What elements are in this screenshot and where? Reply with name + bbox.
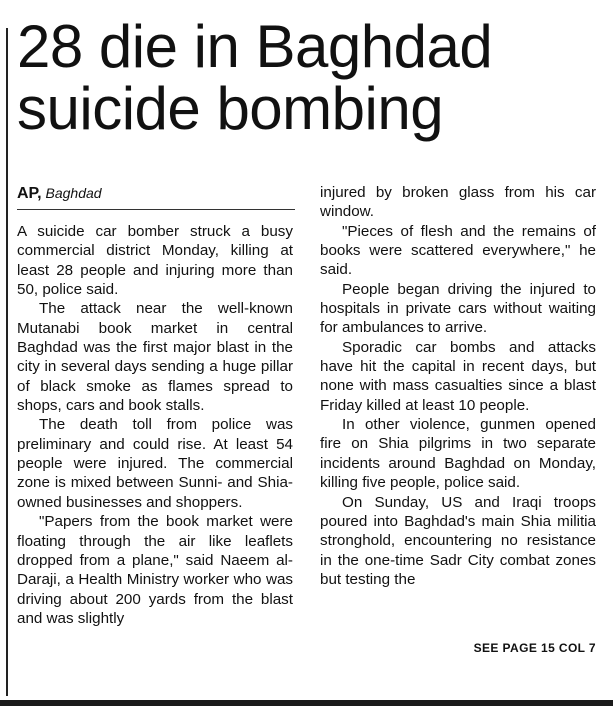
paragraph: "Pieces of flesh and the remains of books were scattered everywhere," he said. bbox=[320, 222, 596, 279]
paragraph: The attack near the well-known Mutanabi book market in central Baghdad was the first major blast in the city in several days sending a huge pillar of black smoke as flames spread to shops, cars and book stalls. bbox=[17, 300, 293, 415]
byline-divider bbox=[17, 209, 295, 210]
continuation-jump-line: SEE PAGE 15 COL 7 bbox=[473, 641, 596, 655]
paragraph: The death toll from police was preliminary and could rise. At least 54 people were injured. The commercial zone is mixed between Sunni- and Shia-owned businesses and shoppers. bbox=[17, 416, 293, 511]
headline: 28 die in Baghdad suicide bombing bbox=[17, 13, 493, 142]
left-border-rule bbox=[6, 28, 8, 696]
paragraph: "Papers from the book market were floating through the air like leaflets dropped from a plane," said Naeem al-Daraji, a Health Ministry worker who was driving about 200 yards from the blast and was slightly bbox=[17, 513, 293, 627]
paragraph: Sporadic car bombs and attacks have hit the capital in recent days, but none with mass casualties since a blast Friday killed at least 10 people. bbox=[320, 338, 596, 414]
right-column bbox=[320, 183, 596, 589]
paragraph-continued: injured by broken glass from his car window. bbox=[320, 184, 596, 221]
byline bbox=[17, 183, 297, 203]
paragraph: People began driving the injured to hospitals in private cars without waiting for ambulances to arrive. bbox=[320, 280, 596, 337]
bottom-border-rule bbox=[0, 700, 613, 706]
left-column bbox=[17, 222, 293, 628]
byline-place: Baghdad bbox=[45, 185, 102, 201]
paragraph: On Sunday, US and Iraqi troops poured into Baghdad's main Shia militia stronghold, encountering no resistance in the one-time Sadr City combat zones but testing the bbox=[320, 493, 596, 588]
byline-agency: AP, bbox=[17, 185, 42, 202]
paragraph: A suicide car bomber struck a busy commercial district Monday, killing at least 28 people and injuring more than 50, police said. bbox=[17, 223, 293, 299]
paragraph: In other violence, gunmen opened fire on Shia pilgrims in two separate incidents around Baghdad on Monday, killing five people, police said. bbox=[320, 416, 596, 492]
